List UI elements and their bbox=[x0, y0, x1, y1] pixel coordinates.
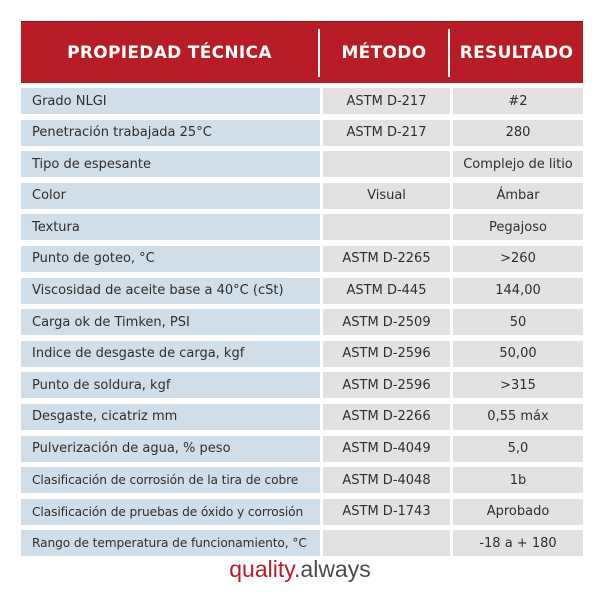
result-cell: >315 bbox=[453, 372, 583, 398]
table-row bbox=[21, 372, 583, 398]
result-cell: Pegajoso bbox=[453, 214, 583, 240]
table-row bbox=[21, 278, 583, 304]
property-cell: Punto de soldura, kgf bbox=[21, 372, 320, 398]
table-body bbox=[21, 88, 583, 556]
property-cell: Viscosidad de aceite base a 40°C (cSt) bbox=[21, 278, 320, 304]
table-row bbox=[21, 120, 583, 146]
table-row bbox=[21, 151, 583, 177]
result-cell: 280 bbox=[453, 120, 583, 146]
table-row bbox=[21, 309, 583, 335]
method-cell: ASTM D-217 bbox=[323, 120, 450, 146]
method-cell bbox=[323, 530, 450, 556]
table-row bbox=[21, 88, 583, 114]
table-row bbox=[21, 530, 583, 556]
header-method: MÉTODO bbox=[341, 42, 427, 63]
result-cell: 144,00 bbox=[453, 278, 583, 304]
property-cell: Grado NLGI bbox=[21, 88, 320, 114]
result-cell: >260 bbox=[453, 246, 583, 272]
method-cell: ASTM D-2265 bbox=[323, 246, 450, 272]
table-row bbox=[21, 436, 583, 462]
spec-table bbox=[21, 21, 583, 562]
property-cell: Clasificación de pruebas de óxido y corrosión bbox=[21, 499, 320, 525]
property-cell: Textura bbox=[21, 214, 320, 240]
method-cell: ASTM D-2509 bbox=[323, 309, 450, 335]
result-cell: Complejo de litio bbox=[453, 151, 583, 177]
property-cell: Desgaste, cicatriz mm bbox=[21, 404, 320, 430]
method-cell bbox=[323, 151, 450, 177]
method-cell bbox=[323, 214, 450, 240]
table-row bbox=[21, 183, 583, 209]
method-cell: ASTM D-217 bbox=[323, 88, 450, 114]
table-row bbox=[21, 499, 583, 525]
result-cell: #2 bbox=[453, 88, 583, 114]
header-result: RESULTADO bbox=[459, 42, 574, 63]
method-cell: ASTM D-2266 bbox=[323, 404, 450, 430]
result-cell: 5,0 bbox=[453, 436, 583, 462]
table-row bbox=[21, 246, 583, 272]
result-cell: 50,00 bbox=[453, 341, 583, 367]
property-cell: Color bbox=[21, 183, 320, 209]
result-cell: -18 a + 180 bbox=[453, 530, 583, 556]
property-cell: Carga ok de Timken, PSI bbox=[21, 309, 320, 335]
method-cell: ASTM D-2596 bbox=[323, 341, 450, 367]
method-cell: ASTM D-4049 bbox=[323, 436, 450, 462]
brand-dot: . bbox=[294, 556, 301, 582]
property-cell: Rango de temperatura de funcionamiento, °C bbox=[21, 530, 320, 556]
result-cell: 50 bbox=[453, 309, 583, 335]
brand-part-quality: quality bbox=[229, 556, 295, 582]
table-header bbox=[21, 21, 583, 83]
method-cell: ASTM D-445 bbox=[323, 278, 450, 304]
method-cell: Visual bbox=[323, 183, 450, 209]
result-cell: Ámbar bbox=[453, 183, 583, 209]
property-cell: Tipo de espesante bbox=[21, 151, 320, 177]
result-cell: Aprobado bbox=[453, 499, 583, 525]
table-row bbox=[21, 404, 583, 430]
property-cell: Punto de goteo, °C bbox=[21, 246, 320, 272]
property-cell: Pulverización de agua, % peso bbox=[21, 436, 320, 462]
table-row bbox=[21, 214, 583, 240]
brand-logo bbox=[0, 556, 600, 583]
property-cell: Indice de desgaste de carga, kgf bbox=[21, 341, 320, 367]
property-cell: Clasificación de corrosión de la tira de cobre bbox=[21, 467, 320, 493]
brand-part-always: always bbox=[300, 556, 371, 582]
result-cell: 1b bbox=[453, 467, 583, 493]
table-row bbox=[21, 467, 583, 493]
method-cell: ASTM D-4048 bbox=[323, 467, 450, 493]
header-property: PROPIEDAD TÉCNICA bbox=[67, 42, 272, 63]
property-cell: Penetración trabajada 25°C bbox=[21, 120, 320, 146]
method-cell: ASTM D-1743 bbox=[323, 499, 450, 525]
table-row bbox=[21, 341, 583, 367]
method-cell: ASTM D-2596 bbox=[323, 372, 450, 398]
result-cell: 0,55 máx bbox=[453, 404, 583, 430]
